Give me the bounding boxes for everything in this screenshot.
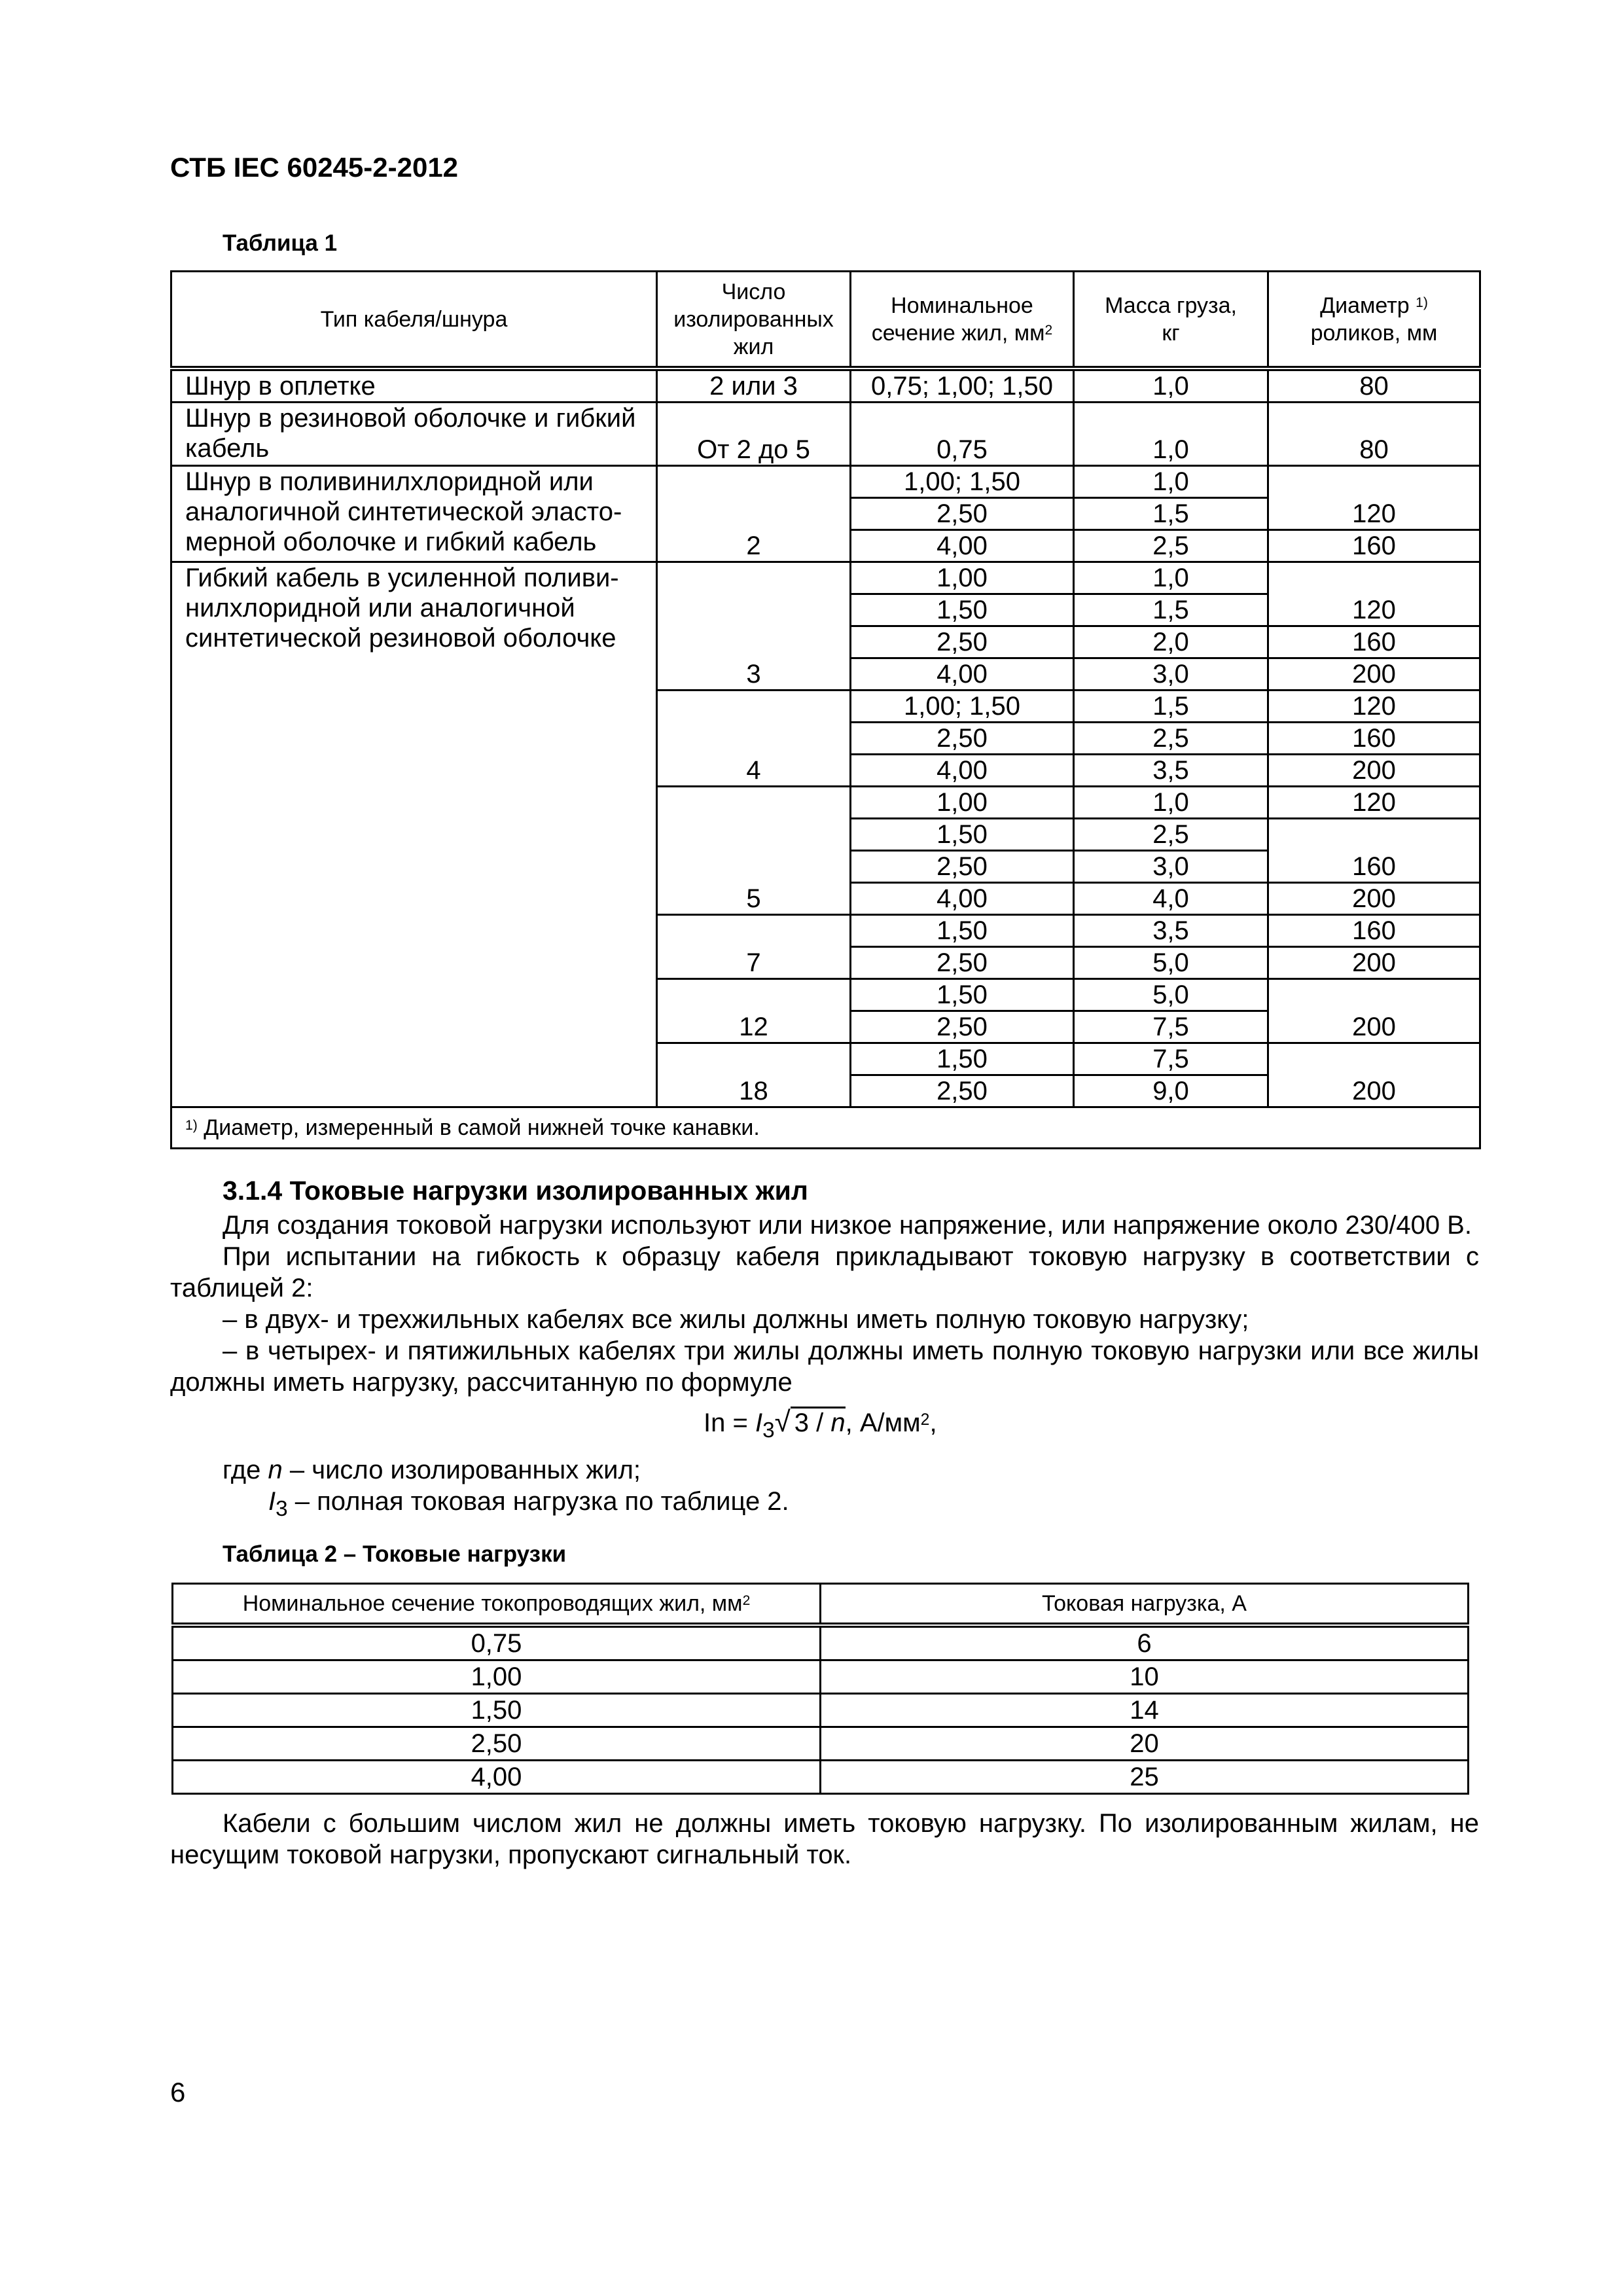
section-cell: 2,50 [851,626,1074,658]
section-cell: 1,00; 1,50 [851,691,1074,723]
diameter-cell: 80 [1268,403,1480,466]
table-row [171,368,1480,403]
paragraph-four-five-core: – в четырех- и пятижильных кабелях три жилы должны иметь полную токовую нагрузки или все жилы должны иметь нагрузку, рассчитанную по формуле [170,1336,1479,1397]
table-row [173,1694,1469,1727]
mass-cell: 2,0 [1074,626,1268,658]
mass-cell: 3,5 [1074,755,1268,787]
diameter-cell: 200 [1268,755,1480,787]
diameter-cell: 200 [1268,979,1480,1043]
load-cell: 10 [821,1660,1469,1694]
current-load-table [171,1583,1469,1795]
section-cell: 0,75 [173,1625,821,1660]
cable-test-table [170,270,1481,1149]
core-count-cell: 3 [657,562,851,691]
table-row [173,1625,1469,1660]
core-count-cell: 7 [657,915,851,979]
cable-type-cell: Шнур в оплетке [171,368,657,403]
diameter-cell: 160 [1268,530,1480,562]
mass-cell: 2,5 [1074,819,1268,851]
section-cell: 2,50 [851,723,1074,755]
section-cell: 1,50 [851,594,1074,626]
mass-cell: 3,0 [1074,851,1268,883]
section-cell: 0,75; 1,00; 1,50 [851,368,1074,403]
mass-cell: 1,5 [1074,691,1268,723]
section-cell: 1,00 [173,1660,821,1694]
mass-cell: 3,5 [1074,915,1268,947]
mass-cell: 1,0 [1074,368,1268,403]
page-number: 6 [170,2077,186,2108]
diameter-cell: 160 [1268,723,1480,755]
core-count-cell: 18 [657,1043,851,1107]
current-formula: $In = I_3√$ 3 / n, $А/мм^2$, [704,1406,937,1443]
load-cell: 20 [821,1727,1469,1761]
mass-cell: 9,0 [1074,1075,1268,1107]
load-cell: 25 [821,1761,1469,1794]
table1-footnote: $^{1)}$ Диаметр, измеренный в самой нижней точке канавки. [171,1107,1480,1149]
section-cell: 2,50 [173,1727,821,1761]
diameter-cell: 200 [1268,883,1480,915]
header-current-load: Токовая нагрузка, А [821,1584,1469,1626]
where-line-n: где n – число изолированных жил; [223,1456,641,1484]
mass-cell: 5,0 [1074,947,1268,979]
mass-cell: 7,5 [1074,1043,1268,1075]
diameter-cell: 200 [1268,1043,1480,1107]
paragraph-flex-test: При испытании на гибкость к образцу кабеля прикладывают токовую нагрузку в соответствии с таблицей 2: [170,1242,1479,1302]
section-cell: 1,00; 1,50 [851,466,1074,498]
mass-cell: 1,0 [1074,787,1268,819]
where-line-i3: $I_3$ – полная токовая нагрузка по таблице 2. [268,1487,789,1521]
diameter-cell: 120 [1268,691,1480,723]
mass-cell: 1,0 [1074,562,1268,594]
section-cell: 1,00 [851,562,1074,594]
section-cell: 1,50 [851,1043,1074,1075]
section-cell: 4,00 [851,755,1074,787]
mass-cell: 7,5 [1074,1011,1268,1043]
section-cell: 0,75 [851,403,1074,466]
section-cell: 1,50 [173,1694,821,1727]
table-row [171,562,1480,594]
paragraph-two-three-core: – в двух- и трехжильных кабелях все жилы должны иметь полную токовую нагрузку; [223,1305,1249,1334]
section-cell: 2,50 [851,851,1074,883]
core-count-cell: От 2 до 5 [657,403,851,466]
cable-type-cell: Гибкий кабель в усиленной поливи- нилхлоридной или аналогичной синтетической резиновой оболочке [171,562,657,1107]
table-row [173,1727,1469,1761]
mass-cell: 1,5 [1074,594,1268,626]
header-conductor-section: Номинальное сечение токопроводящих жил, $мм^2$ [173,1584,821,1626]
table1-footnote-row [171,1107,1480,1149]
core-count-cell: 12 [657,979,851,1043]
cable-type-cell: Шнур в резиновой оболочке и гибкий кабель [171,403,657,466]
document-code: СТБ IEC 60245-2-2012 [170,152,459,183]
mass-cell: 3,0 [1074,658,1268,691]
diameter-cell: 200 [1268,658,1480,691]
mass-cell: 4,0 [1074,883,1268,915]
section-cell: 1,50 [851,819,1074,851]
core-count-cell: 4 [657,691,851,787]
diameter-cell: 120 [1268,562,1480,626]
section-cell: 4,00 [851,530,1074,562]
section-cell: 4,00 [851,883,1074,915]
section-cell: 4,00 [851,658,1074,691]
diameter-cell: 160 [1268,915,1480,947]
core-count-cell: 2 [657,466,851,562]
core-count-cell: 2 или 3 [657,368,851,403]
load-cell: 6 [821,1625,1469,1660]
section-cell: 1,00 [851,787,1074,819]
section-cell: 4,00 [173,1761,821,1794]
header-cable-type: Тип кабеля/шнура [171,272,657,369]
paragraph-voltage: Для создания токовой нагрузки используют или низкое напряжение, или напряжение около 230/400 В. [223,1211,1472,1240]
diameter-cell: 120 [1268,787,1480,819]
table1-header-row [171,272,1480,369]
header-core-count: Число изолированных жил [657,272,851,369]
table2-caption: Таблица 2 – Токовые нагрузки [223,1541,567,1567]
mass-cell: 1,0 [1074,403,1268,466]
section-cell: 1,50 [851,979,1074,1011]
header-nominal-section: Номинальное сечение жил, $мм^2$ [851,272,1074,369]
diameter-cell: 160 [1268,626,1480,658]
diameter-cell: 200 [1268,947,1480,979]
load-cell: 14 [821,1694,1469,1727]
table2-header-row [173,1584,1469,1626]
mass-cell: 1,0 [1074,466,1268,498]
table-row [173,1660,1469,1694]
table-row [171,403,1480,466]
cable-type-cell: Шнур в поливинилхлоридной или аналогичной синтетической эласто- мерной оболочке и гибкий кабель [171,466,657,562]
diameter-cell: 160 [1268,819,1480,883]
mass-cell: 5,0 [1074,979,1268,1011]
section-heading: 3.1.4 Токовые нагрузки изолированных жил [223,1175,808,1206]
core-count-cell: 5 [657,787,851,915]
table-row [171,466,1480,498]
header-roller-diameter: Диаметр $^{1)}$ роликов, мм [1268,272,1480,369]
table-row [173,1761,1469,1794]
section-cell: 2,50 [851,1075,1074,1107]
paragraph-closing: Кабели с большим числом жил не должны иметь токовую нагрузку. По изолированным жилам, не несущим токовой нагрузки, пропускают сигнальный ток. [170,1809,1479,1869]
section-cell: 1,50 [851,915,1074,947]
mass-cell: 2,5 [1074,723,1268,755]
section-cell: 2,50 [851,498,1074,530]
mass-cell: 2,5 [1074,530,1268,562]
header-load-mass: Масса груза, кг [1074,272,1268,369]
diameter-cell: 120 [1268,466,1480,530]
diameter-cell: 80 [1268,368,1480,403]
section-cell: 2,50 [851,947,1074,979]
section-cell: 2,50 [851,1011,1074,1043]
table1-caption: Таблица 1 [223,230,338,256]
mass-cell: 1,5 [1074,498,1268,530]
